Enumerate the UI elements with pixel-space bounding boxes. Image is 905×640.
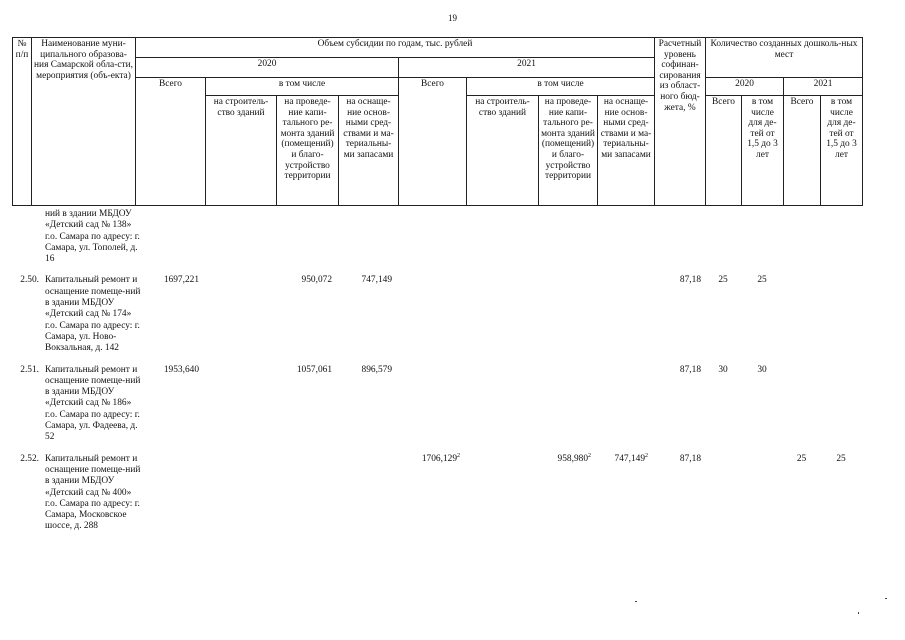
table-header (12, 37, 863, 206)
page-number: 19 (448, 13, 457, 23)
row-equipment-2021-value: 747,149 (614, 453, 645, 464)
row-total-2021 (398, 365, 466, 444)
row-places-total-2021 (783, 454, 820, 533)
row-places-total-2020 (705, 209, 741, 265)
row-name (42, 209, 143, 265)
row-construction-2020 (205, 454, 276, 533)
header-places-total-2021: Всего (784, 96, 821, 206)
header-places-children-2021: в том числе для де-тей от 1,5 до 3 лет (821, 96, 863, 206)
row-places-total-2020-value: 30 (718, 364, 728, 375)
row-total-2020 (143, 209, 205, 265)
row-repair-2021 (538, 209, 597, 265)
row-total-2020 (143, 454, 205, 533)
table-row (12, 275, 862, 354)
row-places-total-2020 (705, 275, 741, 354)
row-cofin-value: 87,18 (679, 453, 701, 464)
header-total-2021: Всего (399, 78, 467, 206)
header-repair-2021: на проведе-ние капи-тального ре-монта зданий (помещений) и благо-устройство территории (539, 96, 598, 206)
row-places-children-2020-value: 25 (757, 275, 767, 286)
header-places-2021: 2021 (784, 78, 863, 96)
row-places-children-2021 (820, 454, 862, 533)
row-places-total-2021 (783, 209, 820, 265)
row-equipment-2021 (597, 275, 654, 354)
row-construction-2020 (205, 275, 276, 354)
header-places-total-2020: Всего (706, 96, 742, 206)
footnote-marker: 2 (645, 452, 648, 459)
row-places-total-2021 (783, 275, 820, 354)
header-equipment-2020: на оснаще-ние основ-ными сред-ствами и ма-териальны-ми запасами (339, 96, 399, 206)
footnote-marker: 2 (588, 452, 591, 459)
row-index (12, 454, 42, 533)
header-cofin: Расчетный уровень софинан-сирования из област-ного бюд-жета, % (655, 38, 706, 206)
row-cofin-value: 87,18 (679, 275, 701, 286)
row-construction-2021 (466, 275, 538, 354)
row-index-value: 2.51. (20, 364, 39, 375)
row-name (42, 454, 143, 533)
row-places-children-2020 (741, 275, 783, 354)
row-spacer (12, 444, 862, 454)
row-index (12, 209, 42, 265)
table-row (12, 209, 862, 265)
row-places-children-2020 (741, 209, 783, 265)
row-places-children-2021 (820, 209, 862, 265)
row-places-total-2020 (705, 365, 741, 444)
header-equipment-2021: на оснаще-ние основ-ными сред-ствами и ма-териальны-ми запасами (598, 96, 655, 206)
row-repair-2021 (538, 365, 597, 444)
row-cofin (654, 275, 705, 354)
header-year-2020: 2020 (136, 58, 399, 78)
row-places-total-2021-value: 25 (796, 453, 807, 464)
row-total-2021 (398, 209, 466, 265)
row-total-2021 (398, 454, 466, 533)
row-total-2021 (398, 275, 466, 354)
row-places-total-2020-value: 25 (718, 275, 728, 286)
row-places-children-2020 (741, 454, 783, 533)
header-year-2021: 2021 (399, 58, 655, 78)
row-construction-2020 (205, 365, 276, 444)
row-repair-2020-value: 1057,061 (296, 364, 332, 375)
row-total-2020-value: 1697,221 (163, 275, 199, 286)
row-name (42, 275, 143, 354)
row-name-value: ний в здании МБДОУ «Детский сад № 138» г.о. Самара по адресу: г. Самара, ул. Тополей, д. 16 (45, 209, 140, 265)
header-places-children-2020: в том числе для де-тей от 1,5 до 3 лет (742, 96, 784, 206)
scan-speck (885, 598, 887, 599)
row-equipment-2020-value: 747,149 (361, 275, 392, 286)
header-places-title: Количество созданных дошколь-ных мест (706, 38, 863, 78)
row-equipment-2021 (597, 454, 654, 533)
row-spacer (12, 355, 862, 365)
row-index-value: 2.52. (20, 453, 39, 464)
row-places-total-2020 (705, 454, 741, 533)
row-total-2020-value: 1953,640 (163, 364, 199, 375)
row-index-value: 2.50. (20, 275, 39, 286)
row-repair-2021 (538, 275, 597, 354)
row-equipment-2021 (597, 209, 654, 265)
table-row (12, 365, 862, 444)
row-total-2021-value: 1706,129 (421, 453, 457, 464)
row-cofin (654, 209, 705, 265)
row-places-children-2020 (741, 365, 783, 444)
header-construction-2021: на строитель-ство зданий (467, 96, 539, 206)
header-subsidy-title: Объем субсидии по годам, тыс. рублей (136, 38, 655, 58)
row-construction-2020 (205, 209, 276, 265)
row-construction-2021 (466, 454, 538, 533)
header-num: № п/п (13, 38, 32, 206)
row-equipment-2021 (597, 365, 654, 444)
row-spacer (12, 265, 862, 275)
row-name (42, 365, 143, 444)
row-equipment-2020 (338, 454, 398, 533)
row-repair-2020 (276, 454, 338, 533)
row-equipment-2020-value: 896,579 (361, 364, 392, 375)
table-row (12, 454, 862, 533)
row-cofin (654, 454, 705, 533)
row-equipment-2020 (338, 365, 398, 444)
row-total-2020 (143, 275, 205, 354)
row-index (12, 365, 42, 444)
row-construction-2021 (466, 365, 538, 444)
row-equipment-2020 (338, 209, 398, 265)
row-equipment-2020 (338, 275, 398, 354)
table-body (12, 209, 862, 533)
row-places-children-2020-value: 30 (757, 364, 767, 375)
row-places-total-2021 (783, 365, 820, 444)
row-places-children-2021 (820, 275, 862, 354)
row-name-value: Капитальный ремонт и оснащение помеще-ний в здании МБДОУ «Детский сад № 186» г.о. Самара по адресу: г. Самара, ул. Фадеева, д. 52 (45, 364, 141, 443)
row-name-value: Капитальный ремонт и оснащение помеще-ний в здании МБДОУ «Детский сад № 400» г.о. Самара по адресу: г. Самара, Московское шоссе, д. 288 (45, 453, 141, 532)
header-including-2021: в том числе (467, 78, 655, 96)
row-places-children-2021-value: 25 (836, 453, 846, 464)
header-construction-2020: на строитель-ство зданий (206, 96, 277, 206)
row-construction-2021 (466, 209, 538, 265)
row-places-children-2021 (820, 365, 862, 444)
row-repair-2021-value: 958,980 (557, 453, 588, 464)
row-repair-2020-value: 950,072 (301, 275, 332, 286)
header-name: Наименование муни-ципального образова-ния Самарской обла-сти, мероприятия (объ-екта) (32, 38, 136, 206)
row-total-2020 (143, 365, 205, 444)
header-places-2020: 2020 (706, 78, 784, 96)
row-index (12, 275, 42, 354)
footnote-marker: 2 (457, 452, 460, 459)
header-total-2020: Всего (136, 78, 206, 206)
header-repair-2020: на проведе-ние капи-тального ре-монта зданий (помещений) и благо-устройство территории (277, 96, 339, 206)
row-cofin-value: 87,18 (679, 364, 701, 375)
row-repair-2020 (276, 209, 338, 265)
row-repair-2020 (276, 275, 338, 354)
row-name-value: Капитальный ремонт и оснащение помеще-ний в здании МБДОУ «Детский сад № 174» г.о. Самара по адресу: г. Самара, ул. Ново-Вокзальная, д. 142 (45, 275, 141, 354)
row-cofin (654, 365, 705, 444)
row-repair-2021 (538, 454, 597, 533)
scan-speck (858, 612, 859, 614)
row-repair-2020 (276, 365, 338, 444)
header-including-2020: в том числе (206, 78, 399, 96)
scan-speck (635, 601, 637, 602)
